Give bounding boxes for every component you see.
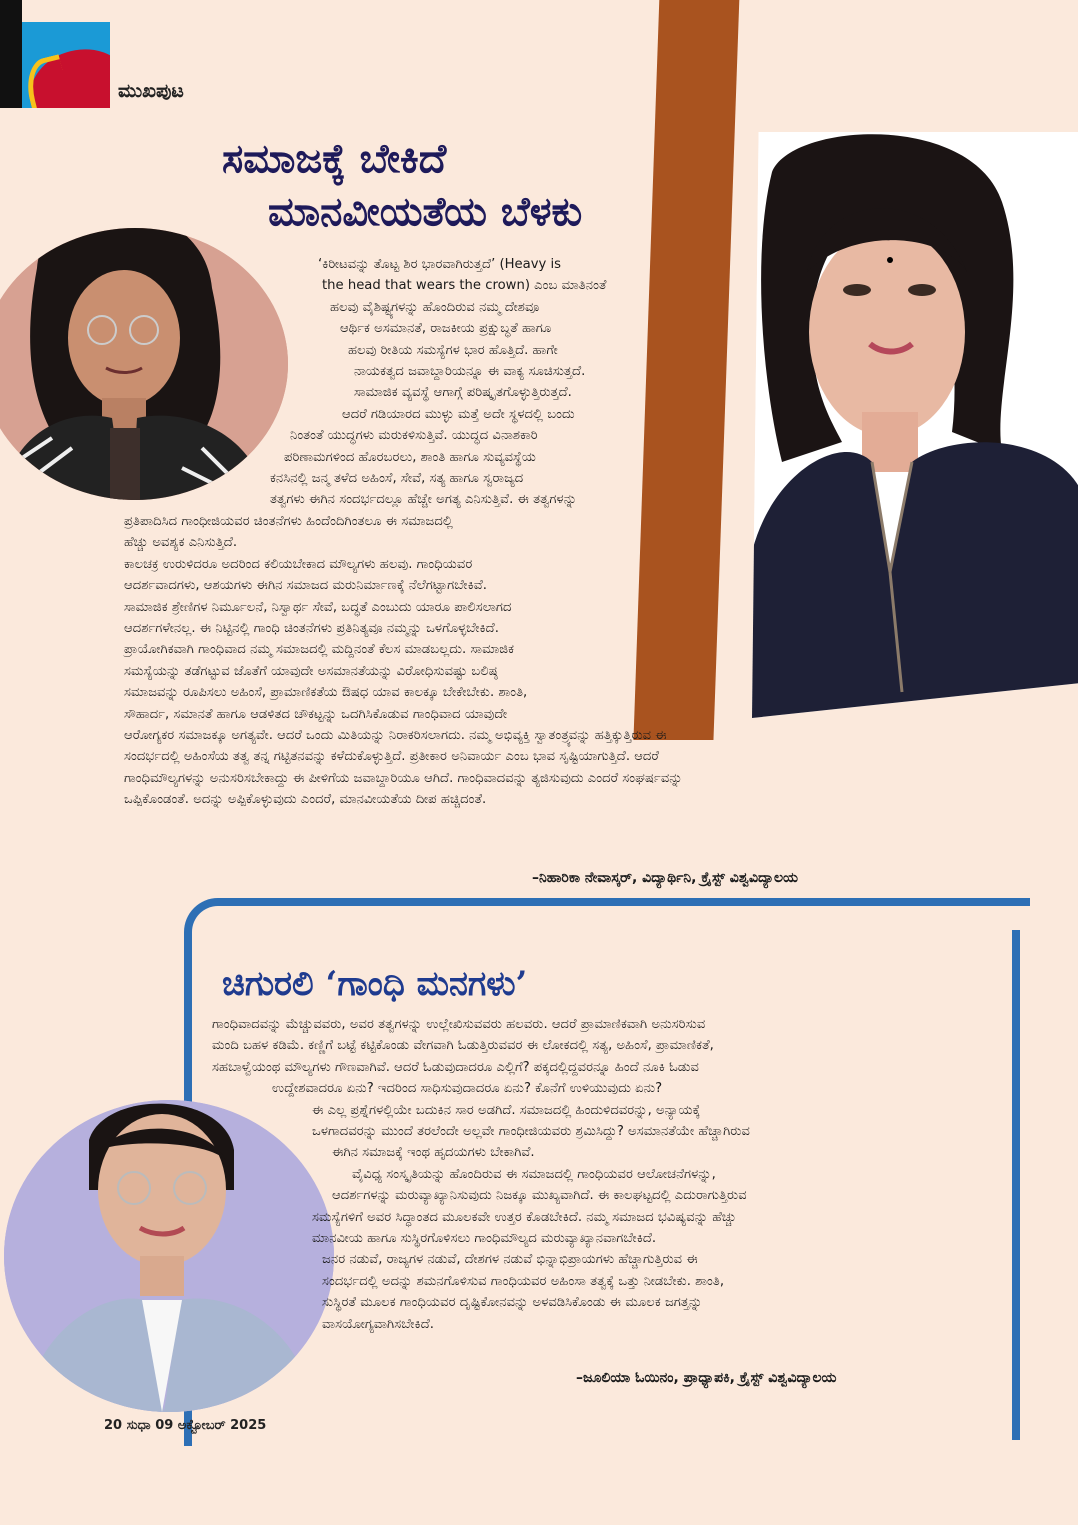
article-1-line: ಸಮಾಜವನ್ನು ರೂಪಿಸಲು ಅಹಿಂಸೆ, ಪ್ರಾಮಾಣಿಕತೆಯ ಔಷಧ ಯಾವ ಕಾಲಕ್ಕೂ ಬೇಕೇಬೇಕು. ಶಾಂತಿ, (124, 685, 528, 701)
article-2-line: ಒಳಗಾದವರನ್ನು ಮುಂದೆ ತರಲೆಂದೇ ಅಲ್ಲವೇ ಗಾಂಧೀಜಿಯವರು ಶ್ರಮಿಸಿದ್ದು? ಅಸಮಾನತೆಯೇ ಹೆಚ್ಚಾಗಿರುವ (312, 1124, 750, 1140)
article-1-line: the head that wears the crown) ಎಂಬ ಮಾತಿನಂತೆ (322, 278, 607, 294)
article-2-line: ವೈವಿಧ್ಯ ಸಂಸ್ಕೃತಿಯನ್ನು ಹೊಂದಿರುವ ಈ ಸಮಾಜದಲ್ಲಿ ಗಾಂಧಿಯವರ ಆಲೋಚನೆಗಳನ್ನು, (352, 1166, 716, 1182)
article-1-line: ಹಲವು ರೀತಿಯ ಸಮಸ್ಯೆಗಳ ಭಾರ ಹೊತ್ತಿದೆ. ಹಾಗೇ (348, 342, 558, 358)
article-2-line: ಆದರ್ಶಗಳನ್ನು ಮರುವ್ಯಾಖ್ಯಾನಿಸುವುದು ನಿಜಕ್ಕೂ ಮುಖ್ಯವಾಗಿದೆ. ಈ ಕಾಲಘಟ್ಟದಲ್ಲಿ ಎದುರಾಗುತ್ತಿರುವ (332, 1188, 747, 1204)
article-1-line: ಆರ್ಥಿಕ ಅಸಮಾನತೆ, ರಾಜಕೀಯ ಪ್ರಕ್ಷುಬ್ಧತೆ ಹಾಗೂ (340, 321, 552, 337)
page-number: 20 (104, 1418, 123, 1433)
article-2-line: ಜನರ ನಡುವೆ, ರಾಜ್ಯಗಳ ನಡುವೆ, ದೇಶಗಳ ನಡುವೆ ಭಿನ್ನಾಭಿಪ್ರಾಯಗಳು ಹೆಚ್ಚಾಗುತ್ತಿರುವ ಈ (322, 1252, 698, 1268)
article-2-line: ಸಹಬಾಳ್ವೆಯಂಥ ಮೌಲ್ಯಗಳು ಗೌಣವಾಗಿವೆ. ಆದರೆ ಓಡುವುದಾದರೂ ಎಲ್ಲಿಗೆ? ಪಕ್ಕದಲ್ಲಿದ್ದವರನ್ನೂ ಹಿಂದೆ ನೂಕಿ ಓಡುವ (212, 1059, 699, 1075)
article-1-line: ಕಾಲಚಕ್ರ ಉರುಳಿದರೂ ಅದರಿಂದ ಕಲಿಯಬೇಕಾದ ಮೌಲ್ಯಗಳು ಹಲವು. ಗಾಂಧಿಯವರ (124, 556, 473, 572)
article-1-line: ತತ್ವಗಳು ಈಗಿನ ಸಂದರ್ಭದಲ್ಲೂ ಹೆಚ್ಚೇ ಅಗತ್ಯ ಎನಿಸುತ್ತಿವೆ. ಈ ತತ್ವಗಳನ್ನು (270, 492, 578, 508)
article-2-line: ಮಾನವೀಯ ಹಾಗೂ ಸುಸ್ಥಿರಗೊಳಿಸಲು ಗಾಂಧಿಮೌಲ್ಯದ ಮರುವ್ಯಾಖ್ಯಾನವಾಗಬೇಕಿದೆ. (312, 1231, 657, 1247)
article-2-line: ಮಂದಿ ಬಹಳ ಕಡಿಮೆ. ಕಣ್ಣಿಗೆ ಬಟ್ಟೆ ಕಟ್ಟಿಕೊಂಡು ವೇಗವಾಗಿ ಓಡುತ್ತಿರುವವರ ಈ ಲೋಕದಲ್ಲಿ ಸತ್ಯ, ಅಹಿಂಸೆ, ಪ್ರಾಮಾಣಿಕತೆ, (212, 1038, 714, 1054)
article-1-line: ಪ್ರತಿಪಾದಿಸಿದ ಗಾಂಧೀಜಿಯವರ ಚಿಂತನೆಗಳು ಹಿಂದೆಂದಿಗಿಂತಲೂ ಈ ಸಮಾಜದಲ್ಲಿ (124, 513, 453, 529)
article-1-line: ಸೌಹಾರ್ದ, ಸಮಾನತೆ ಹಾಗೂ ಆಡಳಿತದ ಚೌಕಟ್ಟನ್ನು ಒದಗಿಸಿಕೊಡುವ ಗಾಂಧಿವಾದ ಯಾವುದೇ (124, 706, 508, 722)
article-1-line: ಒಪ್ಪಿಕೊಂಡಂತೆ. ಅದನ್ನು ಅಪ್ಪಿಕೊಳ್ಳುವುದು ಎಂದರೆ, ಮಾನವೀಯತೆಯ ದೀಪ ಹಚ್ಚಿದಂತೆ. (124, 792, 487, 808)
publication-name: ಸುಧಾ (126, 1418, 151, 1433)
article-2-line: ಈಗಿನ ಸಮಾಜಕ್ಕೆ ಇಂಥ ಹೃದಯಗಳು ಬೇಕಾಗಿವೆ. (332, 1145, 535, 1161)
article-2-signature: –ಜೂಲಿಯಾ ಓಯಿನಂ, ಪ್ರಾಧ್ಯಾಪಕಿ, ಕ್ರೈಸ್ಟ್ ವಿಶ್ವವಿದ್ಯಾಲಯ (576, 1370, 837, 1386)
article-1-line: ಸಾಮಾಜಿಕ ಶ್ರೇಣಿಗಳ ನಿರ್ಮೂಲನೆ, ನಿಸ್ವಾರ್ಥ ಸೇವೆ, ಬದ್ಧತೆ ಎಂಬುದು ಯಾರೂ ಪಾಲಿಸಲಾಗದ (124, 599, 512, 615)
article-1-line: ಹೆಚ್ಚು ಅವಶ್ಯಕ ಎನಿಸುತ್ತಿದೆ. (124, 535, 238, 551)
article-2-line: ಉದ್ದೇಶವಾದರೂ ಏನು? ಇದರಿಂದ ಸಾಧಿಸುವುದಾದರೂ ಏನು? ಕೊನೆಗೆ ಉಳಿಯುವುದು ಏನು? (272, 1081, 663, 1097)
article-2-line: ಸುಸ್ಥಿರತೆ ಮೂಲಕ ಗಾಂಧಿಯವರ ದೃಷ್ಟಿಕೋನವನ್ನು ಅಳವಡಿಸಿಕೊಂಡು ಈ ಮೂಲಕ ಜಗತ್ತನ್ನು (322, 1295, 703, 1311)
logo-bar (0, 0, 22, 108)
article-1-line: ಸಂದರ್ಭದಲ್ಲಿ ಅಹಿಂಸೆಯ ತತ್ವ ತನ್ನ ಗಟ್ಟಿತನವನ್ನು ಕಳೆದುಕೊಳ್ಳುತ್ತಿದೆ. ಪ್ರತೀಕಾರ ಅನಿವಾರ್ಯ ಎಂಬ ಭಾವ ಸೃಷ್ಟಿಯಾಗುತ್ತಿದೆ. ಆದರೆ (124, 749, 659, 765)
article-1-line: ಗಾಂಧಿಮೌಲ್ಯಗಳನ್ನು ಅನುಸರಿಸಬೇಕಾದ್ದು ಈ ಪೀಳಿಗೆಯ ಜವಾಬ್ದಾರಿಯೂ ಆಗಿದೆ. ಗಾಂಧಿವಾದವನ್ನು ತ್ಯಜಿಸುವುದು ಎಂದರೆ ಸಂಘರ್ಷವನ್ನು (124, 770, 683, 786)
page-footer (104, 1418, 266, 1433)
article-2-line: ಸಂದರ್ಭದಲ್ಲಿ ಅದನ್ನು ಶಮನಗೊಳಿಸುವ ಗಾಂಧಿಯವರ ಅಹಿಂಸಾ ತತ್ವಕ್ಕೆ ಒತ್ತು ನೀಡಬೇಕು. ಶಾಂತಿ, (322, 1273, 725, 1289)
article-1-line: ಸಾಮಾಜಿಕ ವ್ಯವಸ್ಥೆ ಆಗಾಗ್ಗೆ ಪರಿಷ್ಕೃತಗೊಳ್ಳುತ್ತಿರುತ್ತದೆ. (354, 385, 572, 401)
article-1-line: ಕನಸಿನಲ್ಲಿ ಜನ್ಮ ತಳೆದ ಅಹಿಂಸೆ, ಸೇವೆ, ಸತ್ಯ ಹಾಗೂ ಸ್ವರಾಜ್ಯದ (270, 471, 524, 487)
article-1-line: ಆದರೆ ಗಡಿಯಾರದ ಮುಳ್ಳು ಮತ್ತೆ ಅದೇ ಸ್ಥಳದಲ್ಲಿ ಬಂದು (342, 406, 575, 422)
article-1-line: ಪರಿಣಾಮಗಳಿಂದ ಹೊರಬರಲು, ಶಾಂತಿ ಹಾಗೂ ಸುವ್ಯವಸ್ಥೆಯ (284, 449, 537, 465)
sudha-logo-icon (22, 22, 110, 108)
article-2-line: ಈ ಎಲ್ಲ ಪ್ರಶ್ನೆಗಳಲ್ಲಿಯೇ ಬದುಕಿನ ಸಾರ ಅಡಗಿದೆ. ಸಮಾಜದಲ್ಲಿ ಹಿಂದುಳಿದವರನ್ನು, ಅನ್ಯಾಯಕ್ಕೆ (312, 1102, 701, 1118)
article-2-line: ಗಾಂಧಿವಾದವನ್ನು ಮೆಚ್ಚುವವರು, ಅವರ ತತ್ವಗಳನ್ನು ಉಲ್ಲೇಖಿಸುವವರು ಹಲವರು. ಆದರೆ ಪ್ರಾಮಾಣಿಕವಾಗಿ ಅನುಸರಿಸುವ (212, 1017, 706, 1032)
article-1-line: ಆದರ್ಶವಾದಗಳು, ಆಶಯಗಳು ಈಗಿನ ಸಮಾಜದ ಮರುನಿರ್ಮಾಣಕ್ಕೆ ನೆಲೆಗಟ್ಟಾಗಬೇಕಿವೆ. (124, 578, 487, 594)
section-label: ಮುಖಪುಟ (118, 80, 184, 102)
issue-date: 09 ಅಕ್ಟೋಬರ್ 2025 (155, 1418, 267, 1433)
headline-article-2: ಚಿಗುರಲಿ ‘ಗಾಂಧಿ ಮನಗಳು’ (222, 964, 528, 1004)
article-2-line: ವಾಸಯೋಗ್ಯವಾಗಿಸಬೇಕಿದೆ. (322, 1316, 434, 1332)
article-1-line: ನಾಯಕತ್ವದ ಜವಾಬ್ದಾರಿಯನ್ನೂ ಈ ವಾಕ್ಯ ಸೂಚಿಸುತ್ತದೆ. (354, 364, 586, 380)
article-1-line: ಹಲವು ವೈಶಿಷ್ಟ್ಯಗಳನ್ನು ಹೊಂದಿರುವ ನಮ್ಮ ದೇಶವೂ (330, 299, 540, 315)
headline-line-1: ಸಮಾಜಕ್ಕೆ ಬೇಕಿದೆ (222, 135, 447, 182)
article-1-line: ನಿಂತಂತೆ ಯುದ್ಧಗಳು ಮರುಕಳಿಸುತ್ತಿವೆ. ಯುದ್ಧದ ವಿನಾಶಕಾರಿ (290, 428, 538, 444)
article-1-body (118, 254, 918, 811)
article-2-frame-right (1012, 930, 1020, 1440)
article-1-line: ‘ಕಿರೀಟವನ್ನು ತೊಟ್ಟ ಶಿರ ಭಾರವಾಗಿರುತ್ತದೆ’ (Heavy is (318, 257, 562, 272)
article-1-signature: –ನಿಹಾರಿಕಾ ನೇವಾಸ್ಕರ್, ವಿದ್ಯಾರ್ಥಿನಿ, ಕ್ರೈಸ್ಟ್ ವಿಶ್ವವಿದ್ಯಾಲಯ (532, 870, 799, 886)
article-1-line: ಆದರ್ಶಗಳೇನಲ್ಲ. ಈ ನಿಟ್ಟಿನಲ್ಲಿ ಗಾಂಧಿ ಚಿಂತನೆಗಳು ಪ್ರತಿನಿತ್ಯವೂ ನಮ್ಮನ್ನು ಒಳಗೊಳ್ಳಬೇಕಿದೆ. (124, 620, 499, 636)
article-1-line: ಆರೋಗ್ಯಕರ ಸಮಾಜಕ್ಕೂ ಅಗತ್ಯವೇ. ಆದರೆ ಒಂದು ಮಿತಿಯನ್ನು ನಿರಾಕರಿಸಲಾಗದು. ನಮ್ಮ ಅಭಿವ್ಯಕ್ತಿ ಸ್ವಾತಂತ್ರ್ಯವನ್ನು ಹತ್ತಿಕ್ಕುತ್ತಿರುವ ಈ (124, 727, 667, 743)
article-1-line: ಪ್ರಾಯೋಗಿಕವಾಗಿ ಗಾಂಧಿವಾದ ನಮ್ಮ ಸಮಾಜದಲ್ಲಿ ಮದ್ದಿನಂತೆ ಕೆಲಸ ಮಾಡಬಲ್ಲದು. ಸಾಮಾಜಿಕ (124, 642, 515, 658)
article-1-line: ಸಮಸ್ಯೆಯನ್ನು ತಡೆಗಟ್ಟುವ ಜೊತೆಗೆ ಯಾವುದೇ ಅಸಮಾನತೆಯನ್ನು ವಿರೋಧಿಸುವಷ್ಟು ಬಲಿಷ್ಠ (124, 663, 498, 679)
headline-line-2: ಮಾನವೀಯತೆಯ ಬೆಳಕು (268, 188, 583, 235)
article-2-body (212, 1014, 750, 1335)
article-2-line: ಸಮಸ್ಯೆಗಳಿಗೆ ಅವರ ಸಿದ್ಧಾಂತದ ಮೂಲಕವೇ ಉತ್ತರ ಕೊಡಬೇಕಿದೆ. ನಮ್ಮ ಸಮಾಜದ ಭವಿಷ್ಯವನ್ನು ಹೆಚ್ಚು (312, 1209, 737, 1225)
